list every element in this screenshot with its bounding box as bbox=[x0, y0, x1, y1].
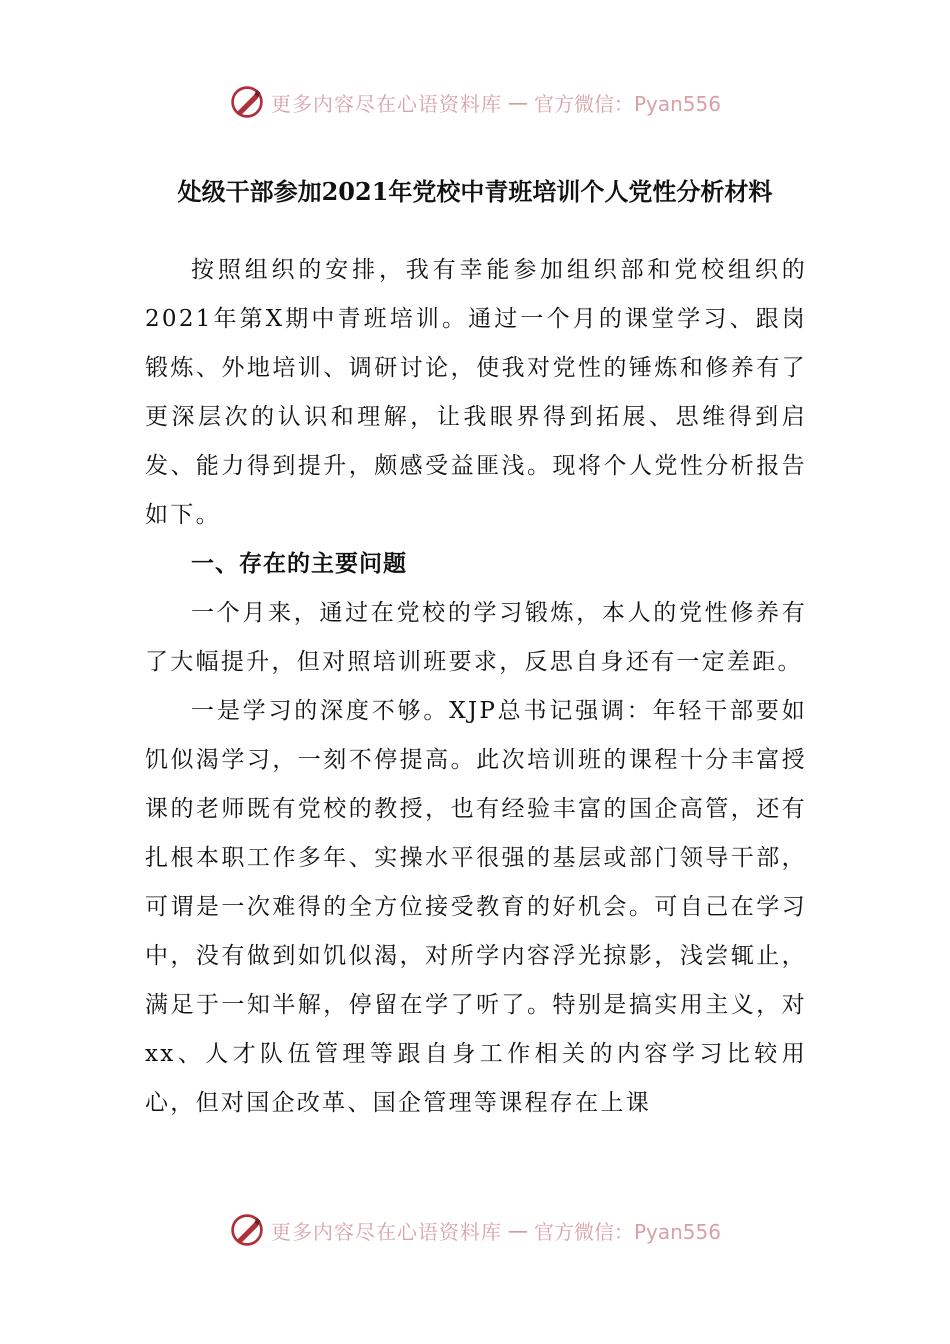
document-body bbox=[145, 246, 807, 1128]
watermark-contact: 官方微信：Pyan556 bbox=[533, 91, 721, 116]
intro-paragraph: 按照组织的安排，我有幸能参加组织部和党校组织的2021年第X期中青班培训。通过一个月的课堂学习、跟岗锻炼、外地培训、调研讨论，使我对党性的锤炼和修养有了更深层次的认识和理解，让我眼界得到拓展、思维得到启发、能力得到提升，颇感受益匪浅。现将个人党性分析报告如下。 bbox=[145, 257, 807, 528]
header-watermark bbox=[0, 82, 950, 122]
section-intro-paragraph: 一个月来，通过在党校的学习锻炼，本人的党性修养有了大幅提升，但对照培训班要求，反思自身还有一定差距。 bbox=[145, 600, 807, 675]
pen-logo-icon bbox=[229, 1212, 265, 1248]
watermark-separator: — bbox=[507, 90, 528, 114]
footer-watermark bbox=[0, 1210, 950, 1250]
watermark-contact: 官方微信：Pyan556 bbox=[533, 1219, 721, 1244]
watermark-site-text: 更多内容尽在心语资料库 bbox=[270, 91, 502, 116]
document-title: 处级干部参加2021年党校中青班培训个人党性分析材料 bbox=[177, 177, 773, 206]
section-heading: 一、存在的主要问题 bbox=[191, 551, 407, 577]
point-one-paragraph: 一是学习的深度不够。XJP总书记强调：年轻干部要如饥似渴学习，一刻不停提高。此次培训班的课程十分丰富授课的老师既有党校的教授，也有经验丰富的国企高管，还有扎根本职工作多年、实操水平很强的基层或部门领导干部，可谓是一次难得的全方位接受教育的好机会。可自己在学习中，没有做到如饥似渴，对所学内容浮光掠影，浅尝辄止，满足于一知半解，停留在学了听了。特别是搞实用主义，对xx、人才队伍管理等跟自身工作相关的内容学习比较用心，但对国企改革、国企管理等课程存在上课 bbox=[145, 698, 807, 1116]
pen-logo-icon bbox=[229, 84, 265, 120]
watermark-site-text: 更多内容尽在心语资料库 bbox=[270, 1219, 502, 1244]
watermark-separator: — bbox=[507, 1218, 528, 1242]
